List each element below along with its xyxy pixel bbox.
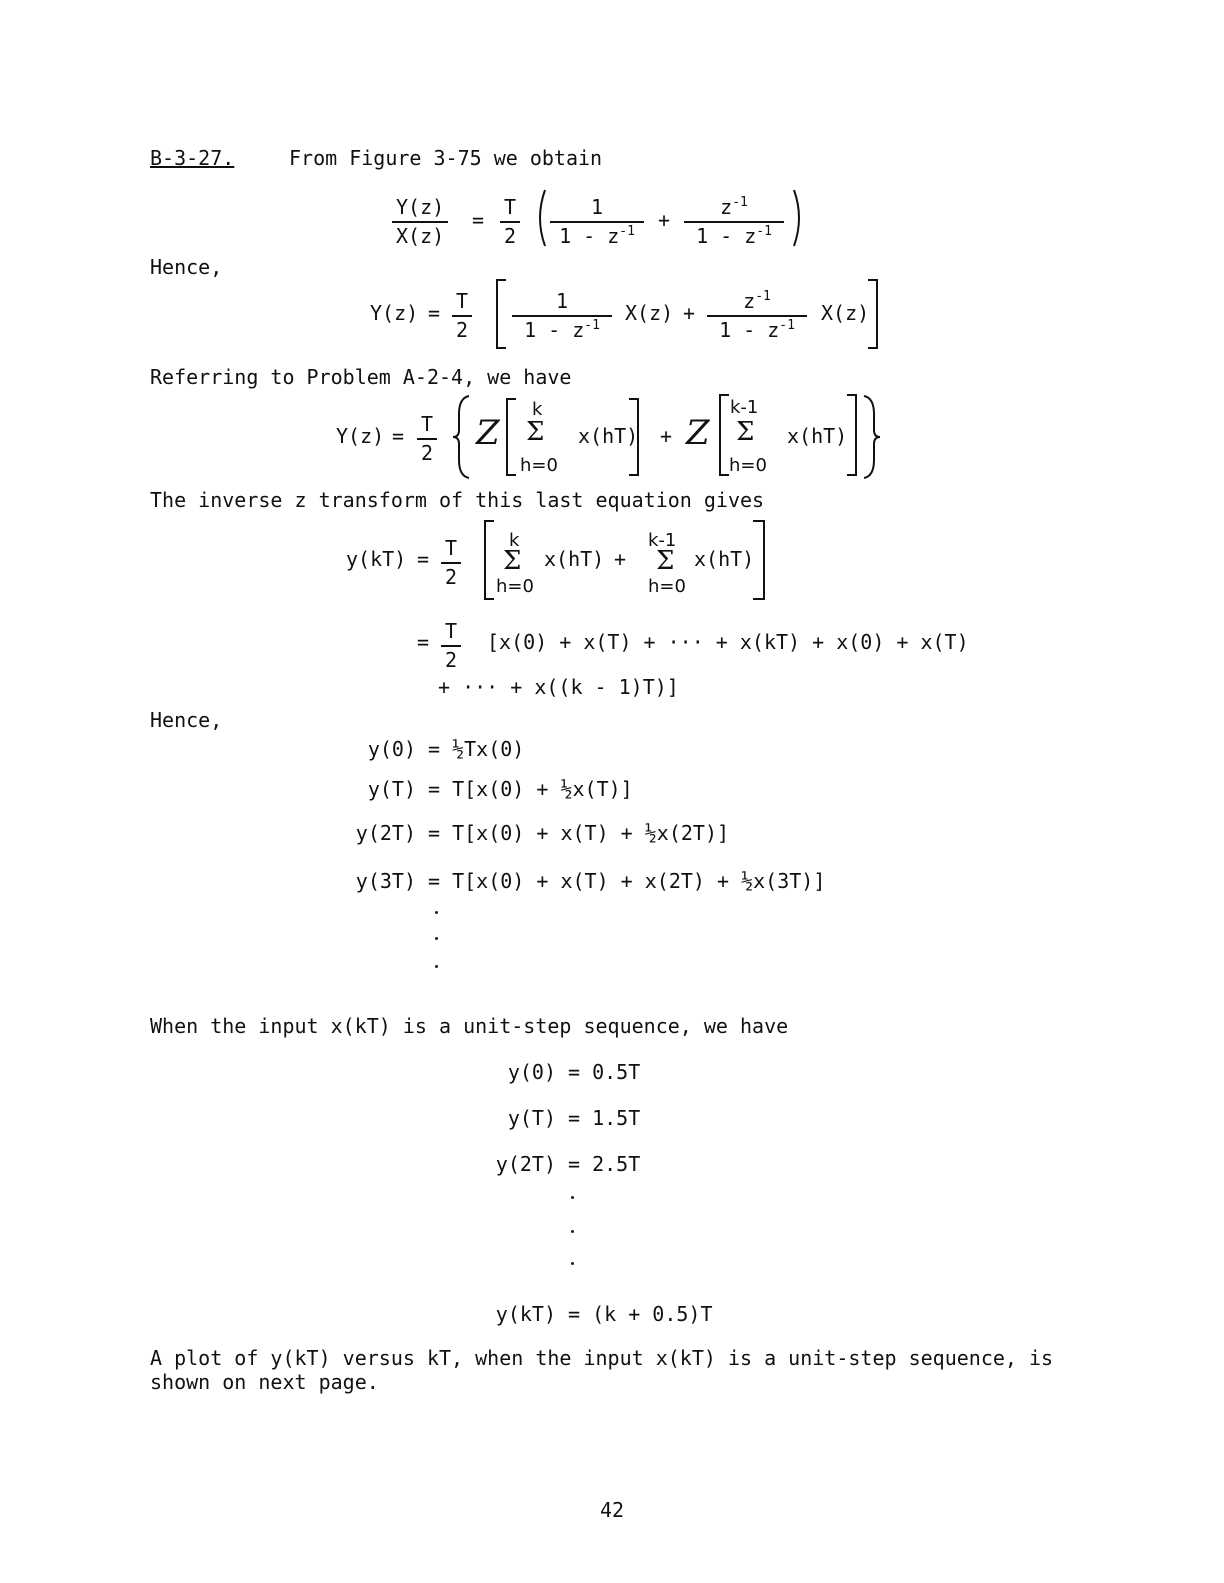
coefficient-fraction: [441, 620, 461, 672]
closing-line-2: shown on next page.: [150, 1370, 379, 1394]
z-transform-symbol: Z: [476, 413, 500, 453]
left-brace: [451, 394, 471, 480]
denominator: 2: [421, 441, 434, 465]
numerator: T: [500, 196, 520, 223]
fraction-2: [707, 290, 807, 342]
exponent: -1: [756, 224, 772, 239]
denominator: 2: [445, 648, 458, 672]
right-paren: [790, 188, 806, 248]
sum-upper-limit: k: [532, 399, 543, 420]
right-bracket: [846, 394, 858, 476]
sum-upper-limit: k-1: [648, 530, 677, 551]
ellipsis-dot: [571, 1196, 574, 1199]
sum-lower-limit: h=0: [496, 576, 534, 597]
coefficient-fraction: [417, 413, 437, 465]
summand: x(hT): [578, 424, 639, 448]
lhs-fraction: [392, 196, 448, 248]
numerator: 1: [512, 290, 612, 317]
ellipsis-dot: [571, 1230, 574, 1233]
numerator: 1: [550, 196, 644, 223]
seq-rhs: = 1.5T: [568, 1106, 641, 1130]
seq-rhs: = T[x(0) + x(T) + ½x(2T)]: [428, 821, 730, 845]
fraction-2: [684, 196, 784, 248]
page-number: 42: [600, 1498, 625, 1522]
lhs: y(kT): [346, 547, 407, 571]
seq-lhs: y(2T): [355, 821, 416, 845]
numerator: T: [441, 620, 461, 647]
problem-number: B-3-27.: [150, 146, 235, 170]
equals-sign: =: [392, 424, 405, 448]
exponent: -1: [755, 289, 771, 304]
expansion-line-2: + ··· + x((k - 1)T)]: [438, 675, 679, 699]
right-bracket: [752, 520, 766, 600]
seq-lhs: y(2T): [495, 1152, 556, 1176]
fraction-1: [512, 290, 612, 342]
den-text: 1 - z: [524, 318, 585, 342]
equals-sign: =: [472, 208, 485, 232]
sum-sigma: Σ: [736, 417, 755, 447]
seq-lhs: y(T): [367, 777, 416, 801]
right-bracket: [867, 279, 879, 349]
right-bracket: [628, 398, 640, 476]
left-bracket: [484, 520, 496, 600]
exponent: -1: [779, 318, 795, 333]
lhs: Y(z): [370, 301, 419, 325]
sum-sigma: Σ: [656, 546, 675, 576]
expansion-line-1: [x(0) + x(T) + ··· + x(kT) + x(0) + x(T): [487, 630, 969, 654]
x-of-z: X(z): [625, 301, 674, 325]
seq-rhs: = T[x(0) + ½x(T)]: [428, 777, 633, 801]
denominator: [707, 317, 807, 342]
equals-sign: =: [417, 547, 430, 571]
sum-upper-limit: k: [509, 530, 520, 551]
numerator: [707, 290, 807, 317]
den-text: 1 - z: [696, 224, 757, 248]
seq-lhs: y(3T): [355, 869, 416, 893]
general-lhs: y(kT): [495, 1302, 556, 1326]
numerator: T: [452, 290, 472, 317]
denominator: 2: [445, 565, 458, 589]
left-paren: [533, 188, 549, 248]
seq-lhs: y(0): [367, 737, 416, 761]
coefficient-fraction: [452, 290, 472, 342]
unit-step-text: When the input x(kT) is a unit-step sequence, we have: [150, 1014, 789, 1038]
hence-label-2: Hence,: [150, 708, 223, 732]
ellipsis-dot: [435, 965, 438, 968]
exponent: -1: [584, 318, 600, 333]
sum-lower-limit: h=0: [729, 455, 767, 476]
sum-lower-limit: h=0: [520, 455, 558, 476]
z-transform-symbol: Z: [686, 413, 710, 453]
lhs: Y(z): [336, 424, 385, 448]
denominator: X(z): [396, 224, 445, 248]
coefficient-fraction: [441, 537, 461, 589]
den-text: 1 - z: [719, 318, 780, 342]
sum-upper-limit: k-1: [730, 397, 759, 418]
plus-sign: +: [614, 547, 627, 571]
coefficient-fraction: [500, 196, 520, 248]
seq-rhs: = T[x(0) + x(T) + x(2T) + ½x(3T)]: [428, 869, 826, 893]
x-of-z: X(z): [821, 301, 870, 325]
exponent: -1: [619, 224, 635, 239]
denominator: 2: [456, 318, 469, 342]
plus-sign: +: [683, 301, 696, 325]
summand: x(hT): [694, 547, 755, 571]
closing-line-1: A plot of y(kT) versus kT, when the input x(kT) is a unit-step sequence, is: [150, 1346, 1054, 1370]
sum-sigma: Σ: [526, 417, 545, 447]
plus-sign: +: [658, 208, 671, 232]
numerator: [684, 196, 784, 223]
seq-rhs: = 2.5T: [568, 1152, 641, 1176]
intro-text: From Figure 3-75 we obtain: [289, 146, 603, 170]
numerator: Y(z): [392, 196, 448, 223]
sum-sigma: Σ: [503, 546, 522, 576]
denominator: [512, 317, 612, 342]
seq-lhs: y(0): [507, 1060, 556, 1084]
seq-rhs: = ½Tx(0): [428, 737, 525, 761]
denominator: [550, 223, 644, 248]
right-brace: [862, 394, 882, 480]
ellipsis-dot: [571, 1262, 574, 1265]
equals-sign: =: [417, 630, 430, 654]
num-text: z: [743, 289, 756, 313]
general-rhs: = (k + 0.5)T: [568, 1302, 713, 1326]
exponent: -1: [732, 195, 748, 210]
num-text: z: [720, 195, 733, 219]
plus-sign: +: [660, 424, 673, 448]
seq-lhs: y(T): [507, 1106, 556, 1130]
reference-text: Referring to Problem A-2-4, we have: [150, 365, 572, 389]
left-bracket: [506, 398, 518, 476]
den-text: 1 - z: [559, 224, 620, 248]
equals-sign: =: [428, 301, 441, 325]
summand: x(hT): [544, 547, 605, 571]
seq-rhs: = 0.5T: [568, 1060, 641, 1084]
hence-label-1: Hence,: [150, 255, 223, 279]
left-bracket: [496, 279, 508, 349]
sum-lower-limit: h=0: [648, 576, 686, 597]
denominator: [684, 223, 784, 248]
fraction-1: [550, 196, 644, 248]
denominator: 2: [504, 224, 517, 248]
ellipsis-dot: [435, 911, 438, 914]
inverse-transform-text: The inverse z transform of this last equation gives: [150, 488, 765, 512]
ellipsis-dot: [435, 937, 438, 940]
summand: x(hT): [787, 424, 848, 448]
numerator: T: [441, 537, 461, 564]
numerator: T: [417, 413, 437, 440]
